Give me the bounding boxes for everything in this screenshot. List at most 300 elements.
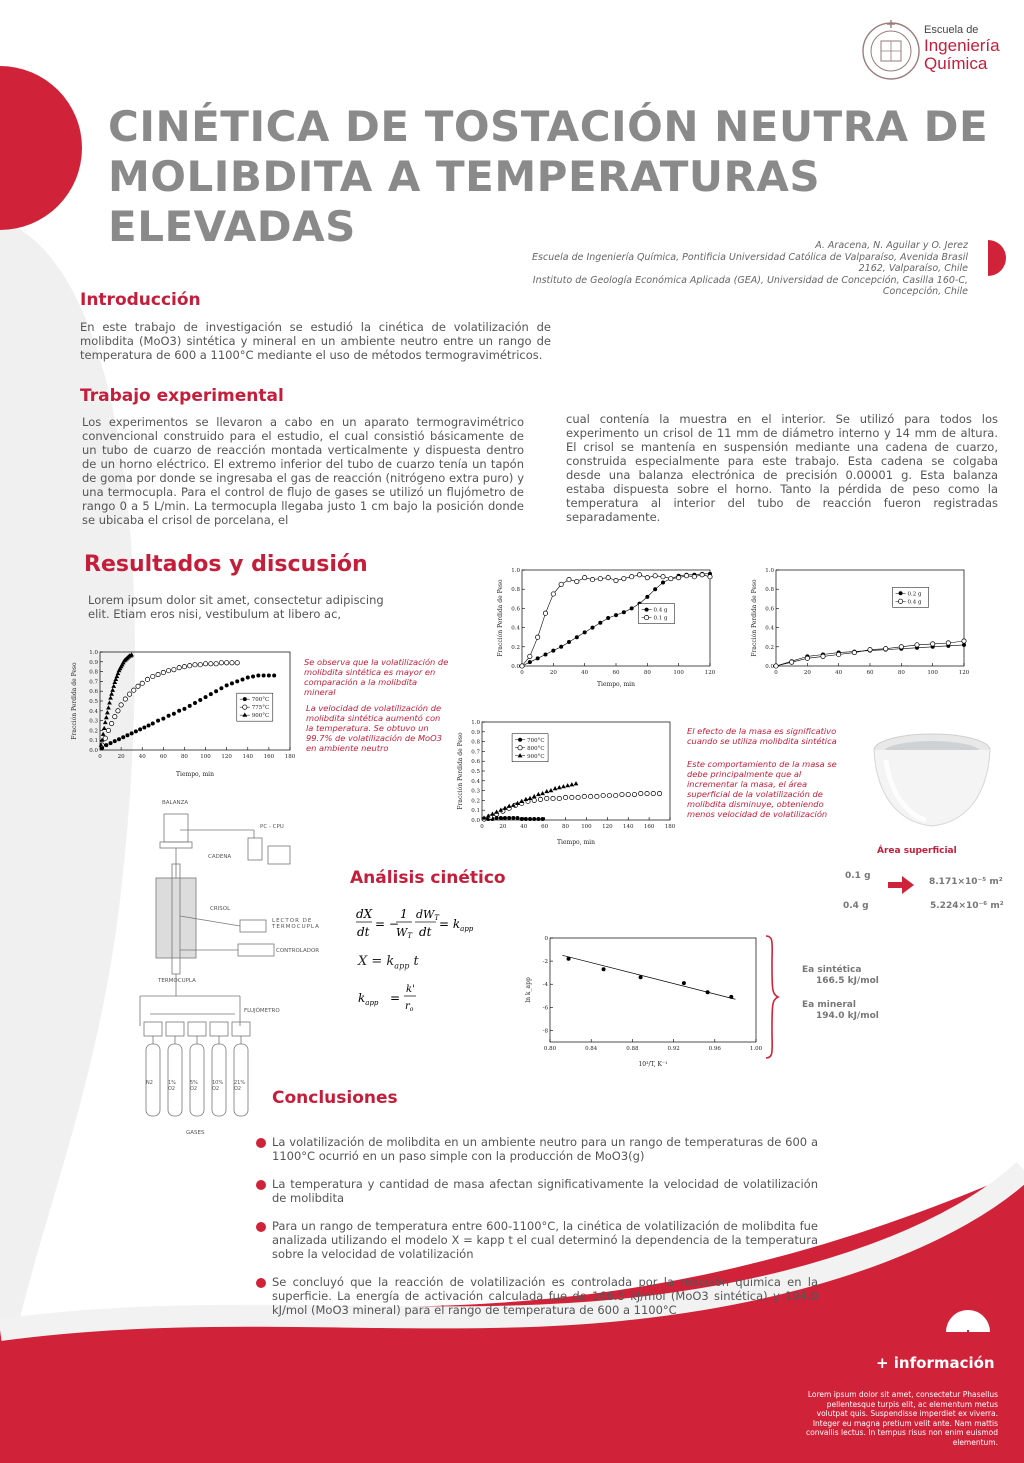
- data-point: [109, 741, 113, 745]
- x-tick-label: 80: [897, 670, 905, 676]
- data-point: [262, 674, 266, 678]
- data-point: [569, 782, 574, 786]
- data-point: [620, 792, 624, 796]
- data-point: [607, 793, 611, 797]
- area-value-1: 8.171×10⁻⁵ m²: [929, 877, 1003, 887]
- data-point: [613, 793, 617, 797]
- data-point: [708, 575, 712, 579]
- data-point: [230, 681, 234, 685]
- x-tick-label: 120: [958, 670, 970, 676]
- university-seal: [862, 16, 920, 82]
- data-point: [645, 575, 649, 579]
- note-temperature-effect: La velocidad de volatilización de molibdita sintética aumentó con la temperatura. Se obtuvo un 99.7% de volatilización de MoO3 en ambiente neutro: [306, 703, 442, 753]
- x-tick-label: 0.80: [543, 1046, 557, 1052]
- data-point: [219, 661, 223, 665]
- svg-text:dX: dX: [356, 907, 373, 921]
- y-tick-label: 0: [544, 936, 548, 942]
- label-lector: LECTOR DE TERMOCUPLA: [272, 918, 320, 930]
- x-tick-label: 80: [643, 670, 651, 676]
- data-point: [106, 728, 110, 732]
- label-controlador: CONTROLADOR: [276, 948, 320, 954]
- data-point: [661, 580, 665, 584]
- legend-marker: [645, 608, 649, 612]
- data-point: [230, 661, 234, 665]
- data-point: [503, 816, 507, 820]
- data-point: [598, 576, 602, 580]
- area-mass-2: 0.4 g: [843, 901, 869, 911]
- data-point: [524, 817, 528, 821]
- legend-label: 0.4 g: [653, 607, 668, 614]
- data-point: [692, 575, 696, 579]
- bullet-icon: [256, 1278, 266, 1288]
- conclusion-text: Para un rango de temperatura entre 600-1100°C, la cinética de volatilización de molibdita fue analizada utilizando el modelo X = kapp t el cual determinó la dependencia de la temperatura sobre la velocidad de volatilización: [272, 1219, 818, 1261]
- data-point: [532, 798, 536, 802]
- data-point: [499, 816, 503, 820]
- data-point: [559, 582, 563, 586]
- x-tick-label: 40: [520, 824, 528, 830]
- y-tick-label: 0.6: [765, 606, 774, 613]
- conclusion-text: Se concluyó que la reacción de volatilización es controlada por la reacción química en la superficie. La energía de activación calculada fue de 166.5 kJ/mol (MoO3 sintética) y 194.0 kJ/mol (MoO3 mineral) para el rango de temperatura de 600 a 1100°C: [272, 1275, 818, 1317]
- conclusion-item: [256, 1135, 818, 1163]
- data-point: [639, 975, 643, 979]
- label-pc: PC - CPU: [260, 824, 284, 830]
- y-tick-label: 0.8: [471, 739, 480, 746]
- area-mass-1: 0.1 g: [845, 871, 871, 881]
- data-point: [166, 668, 170, 672]
- intro-heading: Introducción: [80, 290, 201, 310]
- data-point: [805, 656, 809, 660]
- data-point: [852, 650, 856, 654]
- data-point: [774, 664, 778, 668]
- crucible-image: [866, 730, 998, 834]
- x-axis-label: Tiempo, min: [557, 839, 595, 846]
- data-point: [225, 683, 229, 687]
- x-tick-label: 180: [284, 754, 296, 760]
- conclusions-list: [256, 1135, 818, 1317]
- y-tick-label: 0.7: [89, 679, 98, 686]
- data-point: [204, 695, 208, 699]
- data-point: [821, 654, 825, 658]
- data-point: [108, 695, 113, 699]
- data-point: [676, 575, 680, 579]
- experimental-col1: Los experimentos se llevaron a cabo en un aparato termogravimétrico convencional construido para el estudio, el cual consistió básicamente de un tubo de cuarzo de reacción montada verticalmente y dispuesta dentro de un horno eléctrico. El extremo inferior del tubo de cuarzo tenía un tapón de goma por donde se ingresaba el gas de reacción (nitrógeno extra puro) y una termocupla. Para el control de flujo de gases se utilizó un flujómetro de rango 0 a 5 L/min. La termocupla llegaba justo 1 cm bajo la posición donde se ubicaba el crisol de porcelana, el: [82, 415, 524, 527]
- y-tick-label: 0.2: [471, 798, 480, 805]
- data-point: [138, 727, 142, 731]
- x-tick-label: 0.84: [585, 1046, 598, 1052]
- data-point: [559, 645, 563, 649]
- note-mass-explanation: Este comportamiento de la masa se debe principalmente que al incrementar la masa, el área superficial de la volatilización de molibdita disminuye, obteniendo menos velocidad de volatilización: [687, 759, 837, 819]
- x-axis-label: Tiempo, min: [597, 681, 635, 688]
- data-point: [962, 639, 966, 643]
- data-point: [193, 701, 197, 705]
- data-point: [583, 630, 587, 634]
- data-point: [105, 710, 110, 714]
- conclusion-text: La temperatura y cantidad de masa afectan significativamente la velocidad de volatilización de molibdita: [272, 1177, 818, 1205]
- cylinder-label: 1% O2: [168, 1080, 176, 1092]
- svg-text:= kapp: = $k_{app}$: [439, 917, 474, 933]
- x-tick-label: 160: [263, 754, 275, 760]
- data-point: [567, 577, 571, 581]
- data-point: [188, 704, 192, 708]
- data-point: [104, 743, 108, 747]
- x-tick-label: 20: [549, 670, 557, 676]
- data-point: [557, 785, 562, 789]
- y-tick-label: 0.4: [89, 708, 98, 715]
- y-tick-label: 0.6: [471, 759, 480, 766]
- y-tick-label: 0.8: [765, 587, 774, 594]
- data-point: [602, 967, 606, 971]
- y-tick-label: 0.5: [89, 699, 98, 705]
- data-point: [209, 692, 213, 696]
- data-point: [235, 679, 239, 683]
- poster-title: [108, 102, 998, 252]
- y-tick-label: -6: [542, 1005, 548, 1012]
- title-line-2: MOLIBDITA A TEMPERATURAS: [108, 152, 821, 201]
- data-point: [535, 635, 539, 639]
- data-point: [551, 796, 555, 800]
- y-tick-label: -2: [542, 959, 548, 966]
- x-tick-label: 40: [835, 670, 843, 676]
- chart-temperature-mineral: [454, 712, 676, 850]
- data-point: [272, 674, 276, 678]
- data-point: [177, 709, 181, 713]
- data-point: [576, 795, 580, 799]
- data-point: [601, 793, 605, 797]
- data-point: [570, 795, 574, 799]
- y-tick-label: 0.6: [89, 689, 98, 696]
- legend-label: 700°C: [251, 697, 270, 704]
- x-tick-label: 60: [612, 670, 620, 676]
- series-900°C: [99, 652, 134, 746]
- y-axis-label: ln k_app: [525, 977, 532, 1003]
- svg-text:1: 1: [400, 907, 408, 921]
- data-point: [651, 791, 655, 795]
- arrow-icon: [888, 876, 914, 894]
- data-point: [214, 662, 218, 666]
- data-point: [930, 642, 934, 646]
- affiliation-2: Instituto de Geología Económica Aplicada (GEA), Universidad de Concepción, Casilla 160-C, Concepción, Chile: [532, 274, 968, 297]
- ea-synthetic: [802, 965, 879, 987]
- data-point: [657, 791, 661, 795]
- data-point: [629, 575, 633, 579]
- data-point: [582, 575, 586, 579]
- data-point: [113, 714, 117, 718]
- data-point: [561, 784, 566, 788]
- chart-mass-mineral: [748, 562, 970, 692]
- y-tick-label: 0.0: [89, 748, 98, 754]
- legend-marker: [898, 599, 902, 603]
- ea-synthetic-label: Ea sintética: [802, 965, 862, 975]
- data-point: [544, 652, 548, 656]
- rate-equation: [356, 906, 496, 946]
- series-0.4 g: [520, 572, 712, 668]
- chart-temperature-synthetic: [68, 640, 298, 782]
- data-point: [541, 817, 545, 821]
- data-point: [256, 674, 260, 678]
- data-point: [125, 733, 129, 737]
- legend-label: 900°C: [251, 713, 270, 720]
- x-tick-label: 60: [866, 670, 874, 676]
- data-point: [156, 719, 160, 723]
- data-point: [551, 649, 555, 653]
- data-point: [915, 643, 919, 647]
- y-tick-label: 0.4: [471, 778, 480, 785]
- y-tick-label: 0.4: [511, 625, 520, 632]
- x-tick-label: 100: [927, 670, 938, 676]
- conclusion-item: [256, 1219, 818, 1261]
- y-tick-label: 0.6: [511, 606, 520, 613]
- data-point: [130, 731, 134, 735]
- x-tick-label: 0.92: [667, 1046, 680, 1052]
- x-tick-label: 160: [643, 824, 655, 830]
- x-tick-label: 40: [138, 754, 146, 760]
- y-tick-label: 0.8: [89, 669, 98, 676]
- data-point: [669, 576, 673, 580]
- note-mass-effect: El efecto de la masa es significativo cuando se utiliza molibdita sintética: [687, 726, 837, 746]
- data-point: [119, 703, 123, 707]
- svg-text:WT: WT: [396, 926, 412, 940]
- area-heading: Área superficial: [877, 846, 957, 856]
- data-point: [136, 684, 140, 688]
- cylinder-labels: [146, 1080, 256, 1092]
- data-point: [598, 621, 602, 625]
- y-tick-label: 0.2: [511, 644, 520, 651]
- y-tick-label: 0.2: [89, 728, 98, 735]
- data-point: [528, 796, 533, 800]
- data-point: [575, 579, 579, 583]
- y-tick-label: 0.1: [471, 808, 480, 815]
- bullet-icon: [256, 1138, 266, 1148]
- data-point: [140, 681, 144, 685]
- series-line: [776, 641, 964, 666]
- data-point: [575, 635, 579, 639]
- data-point: [645, 595, 649, 599]
- x-tick-label: 0.88: [626, 1046, 639, 1052]
- cylinder-label: 21% O2: [234, 1080, 246, 1092]
- data-point: [511, 816, 515, 820]
- x-tick-label: 20: [499, 824, 507, 830]
- data-point: [520, 664, 524, 668]
- y-tick-label: 0.5: [471, 769, 480, 775]
- data-point: [182, 665, 186, 669]
- svg-text:dt: dt: [419, 925, 432, 939]
- legend-label: 900°C: [527, 753, 545, 760]
- data-point: [653, 587, 657, 591]
- svg-text:dt: dt: [357, 925, 370, 939]
- data-point: [528, 660, 532, 664]
- y-tick-label: 0.0: [471, 818, 480, 824]
- data-point: [507, 816, 511, 820]
- data-point: [536, 817, 540, 821]
- cylinder-label: 5% O2: [190, 1080, 198, 1092]
- legend-label: 700°C: [527, 737, 545, 744]
- y-tick-label: 1.0: [511, 568, 520, 574]
- series-775°C: [100, 661, 240, 748]
- bullet-icon: [256, 1180, 266, 1190]
- data-point: [101, 732, 106, 736]
- y-tick-label: 0.3: [89, 718, 98, 725]
- data-point: [519, 799, 524, 803]
- info-text: Lorem ipsum dolor sit amet, consectetur Phasellus pellentesque turpis elit, ac elementum metus volutpat quis. Suspendisse imperdiet ex viverra. Integer eu magna pretium velit ante. Nam mattis convallis lectus. In tempus risus non enim euismod elementum.: [806, 1390, 999, 1447]
- data-point: [700, 573, 704, 577]
- chart-mass-synthetic: [494, 562, 716, 692]
- legend-label: 0.1 g: [653, 615, 668, 622]
- y-tick-label: 0.9: [471, 729, 480, 736]
- data-point: [111, 684, 116, 688]
- data-point: [528, 817, 532, 821]
- x-tick-label: 100: [581, 824, 592, 830]
- data-point: [109, 692, 114, 696]
- data-point: [549, 788, 554, 792]
- legend-marker: [899, 591, 903, 595]
- x-axis-label: Tiempo, min: [176, 771, 214, 778]
- experimental-col2: cual contenía la muestra en el interior. Se utilizó para todos los experimento un crisol de 11 mm de diámetro interno y 14 mm de altura. El crisol se mantenía en suspensión mediante una cadena de cuarzo, construida especialmente para este trabajo. Esta cadena se colgaba desde una balanza electrónica de precisión 0.00001 g. Esta balanza estaba dispuesta sobre el horno. Tanto la pérdida de peso como la temperatura al interior del tubo de reacción fueron registradas separadamente.: [566, 412, 998, 524]
- data-point: [545, 796, 549, 800]
- legend-marker: [518, 746, 522, 750]
- note-synthetic-vs-mineral: Se observa que la volatilización de molibdita sintética es mayor en comparación a la molibdita mineral: [304, 657, 449, 697]
- data-point: [198, 698, 202, 702]
- label-termocupla: TERMOCUPLA: [158, 978, 196, 984]
- data-point: [899, 645, 903, 649]
- linear-model-equation: $X = k_{app}$ t: [358, 954, 419, 971]
- data-point: [565, 783, 570, 787]
- data-point: [540, 791, 545, 795]
- x-tick-label: 0: [98, 754, 102, 760]
- label-gases: GASES: [186, 1130, 205, 1136]
- x-tick-label: 120: [602, 824, 613, 830]
- data-point: [117, 737, 121, 741]
- x-tick-label: 120: [221, 754, 232, 760]
- data-point: [104, 715, 109, 719]
- data-point: [557, 796, 561, 800]
- x-tick-label: 80: [180, 754, 188, 760]
- svg-text:k': k': [406, 984, 415, 995]
- data-point: [543, 611, 547, 615]
- data-point: [172, 712, 176, 716]
- data-point: [235, 661, 239, 665]
- y-tick-label: -4: [542, 982, 548, 989]
- data-point: [151, 674, 155, 678]
- experimental-heading: Trabajo experimental: [80, 386, 284, 406]
- author-names: A. Aracena, N. Aguilar y O. Jerez: [815, 240, 968, 251]
- data-point: [588, 794, 592, 798]
- chart-arrhenius: [522, 928, 762, 1072]
- title-line-1: CINÉTICA DE TOSTACIÓN NEUTRA DE: [108, 102, 989, 151]
- y-tick-label: 0.0: [511, 664, 520, 670]
- x-tick-label: 60: [159, 754, 167, 760]
- data-point: [536, 656, 540, 660]
- x-tick-label: 100: [673, 670, 684, 676]
- data-point: [241, 677, 245, 681]
- x-tick-label: 1.00: [749, 1046, 762, 1052]
- conclusion-item: [256, 1275, 818, 1317]
- y-tick-label: 0.9: [89, 659, 98, 666]
- data-point: [567, 640, 571, 644]
- x-tick-label: 0.96: [708, 1046, 721, 1052]
- x-tick-label: 0: [520, 670, 524, 676]
- data-point: [182, 707, 186, 711]
- data-point: [622, 610, 626, 614]
- data-point: [209, 662, 213, 666]
- label-flujometro: FLUJÓMETRO: [244, 1008, 280, 1014]
- data-point: [123, 697, 127, 701]
- legend-marker: [644, 615, 648, 619]
- data-point: [156, 672, 160, 676]
- info-heading[interactable]: + información: [876, 1354, 995, 1372]
- data-point: [167, 714, 171, 718]
- data-point: [528, 654, 532, 658]
- y-tick-label: 0.4: [765, 625, 774, 632]
- y-tick-label: 1.0: [471, 720, 480, 726]
- data-point: [563, 795, 567, 799]
- x-tick-label: 20: [803, 670, 811, 676]
- series-line: [522, 574, 710, 666]
- results-heading: Resultados y discusión: [84, 552, 368, 577]
- data-point: [868, 647, 872, 651]
- x-tick-label: 80: [562, 824, 570, 830]
- legend-label: 800°C: [527, 745, 545, 752]
- data-point: [630, 606, 634, 610]
- data-point: [626, 792, 630, 796]
- data-point: [639, 791, 643, 795]
- x-tick-label: 140: [242, 754, 254, 760]
- conclusions-heading: Conclusiones: [272, 1088, 398, 1108]
- data-point: [177, 665, 181, 669]
- data-point: [520, 817, 524, 821]
- data-point: [706, 990, 710, 994]
- data-point: [606, 575, 610, 579]
- data-point: [127, 692, 131, 696]
- svg-text:=: =: [390, 991, 401, 1005]
- data-point: [682, 981, 686, 985]
- data-point: [219, 686, 223, 690]
- data-point: [582, 794, 586, 798]
- data-point: [224, 661, 228, 665]
- data-point: [653, 574, 657, 578]
- logo-line1: Escuela de: [924, 24, 979, 36]
- affiliation-1: Escuela de Ingeniería Química, Pontificia Universidad Católica de Valparaíso, Avenida Brasil 2162, Valparaíso, Chile: [532, 251, 968, 274]
- legend-label: 0.4 g: [907, 599, 922, 606]
- intro-text: En este trabajo de investigación se estudió la cinética de volatilización de molibdita (MoO3) sintética y mineral en un ambiente neutro entre un rango de temperatura de 600 a 1100°C mediante el uso de métodos termogravimétricos.: [80, 320, 551, 362]
- conclusion-text: La volatilización de molibdita en un ambiente neutro para un rango de temperaturas de 600 a 1100°C ocurrió en un paso simple con la producción de MoO3(g): [272, 1135, 818, 1163]
- ea-mineral-value: 194.0 kJ/mol: [816, 1011, 879, 1021]
- data-point: [188, 664, 192, 668]
- data-point: [684, 574, 688, 578]
- y-axis-label: Fracción Perdida de Peso: [457, 732, 464, 810]
- data-point: [632, 792, 636, 796]
- data-point: [532, 794, 537, 798]
- data-point: [109, 721, 113, 725]
- ea-mineral: [802, 1000, 879, 1022]
- svg-text:dWT: dWT: [416, 908, 440, 922]
- x-tick-label: 40: [581, 670, 589, 676]
- data-point: [251, 675, 255, 679]
- data-point: [110, 688, 115, 692]
- data-point: [590, 577, 594, 581]
- brace-icon: [764, 934, 780, 1060]
- data-point: [645, 791, 649, 795]
- data-point: [622, 576, 626, 580]
- data-point: [134, 729, 138, 733]
- data-point: [113, 739, 117, 743]
- data-point: [516, 816, 520, 820]
- svg-text:kapp: $k_{app}$: [358, 991, 379, 1007]
- data-point: [267, 674, 271, 678]
- data-point: [106, 705, 111, 709]
- conclusion-item: [256, 1177, 818, 1205]
- data-point: [161, 717, 165, 721]
- data-point: [946, 641, 950, 645]
